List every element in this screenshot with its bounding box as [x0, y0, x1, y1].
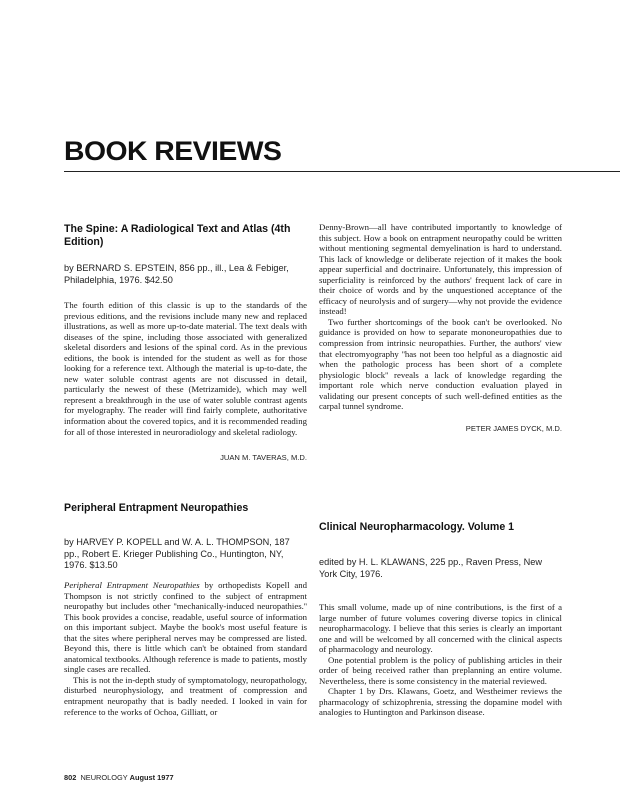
review2-book-title: Peripheral Entrapment Neuropathies	[64, 580, 200, 590]
review2-paragraph-1	[64, 580, 307, 675]
review3-paragraph-3: Chapter 1 by Drs. Klawans, Goetz, and Westheimer reviews the pharmacology of schizophrenia, stressing the dopamine model with analogies to Huntington and Parkinson disease.	[319, 686, 562, 718]
review3-paragraph-2: One potential problem is the policy of publishing articles in their order of being received rather than preplanning an entire volume. Nevertheless, there is some consistency in the material reviewed.	[319, 654, 562, 686]
review1-byline: by BERNARD S. EPSTEIN, 856 pp., ill., Lea & Febiger, Philadelphia, 1976. $42.50	[64, 263, 289, 285]
review1-paragraph: The fourth edition of this classic is up to the standards of the previous editions, and the revisions include many new and replaced illustrations, as well as more up-to-date material. The text deals with diseases of the spine, including those associated with generalized skeletal disorders and lesions of the spinal cord. As in the previous editions, the book is intended for the student as well as for those looking for a reference text. Although the material is up-to-date, the new water soluble contrast agents are not discussed in detail, particularly the newest of these (Metrizamide), which may well represent a breakthrough in the use of water soluble contrast agents for myelography. The reader will find fairly complete, authoritative information about the covered topics, and it is recommended reading for all of those interested in neuroradiology and skeletal radiology.	[64, 300, 307, 437]
review3-title: Clinical Neuropharmacology. Volume 1	[319, 521, 515, 533]
review2-paragraph-continued: Denny-Brown—all have contributed importantly to knowledge of this subject. How a book on entrapment neuropathy could be written without mentioning segmental demyelination is hard to understand. This lack of knowledge or deliberate rejection of it makes the book appear superficial and doctrinaire. Unfortunately, this impression of superficiality is reinforced by the authors' frequent lack of care in their choice of words and by the unquestioned acceptance of the efficacy of neurolysis and of surgery—why not provide the evidence instead!	[319, 222, 562, 317]
review2-body	[64, 580, 307, 717]
review1-body	[64, 300, 307, 437]
review2-byline: by HARVEY P. KOPELL and W. A. L. THOMPSON, 187 pp., Robert E. Krieger Publishing Co., Huntington, NY, 1976. $13.50	[64, 537, 290, 570]
review1-signature: JUAN M. TAVERAS, M.D.	[220, 453, 307, 462]
section-title: BOOK REVIEWS	[64, 136, 282, 166]
review3-paragraph-1: This small volume, made up of nine contributions, is the first of a large number of future volumes covering diverse topics in clinical neuropharmacology. I believe that this series is clearly an important one and will be welcomed by all concerned with the clinical aspects of pharmacology and neurology.	[319, 602, 562, 655]
review3-body	[319, 602, 562, 718]
review2-paragraph-3: Two further shortcomings of the book can't be overlooked. No guidance is provided on how to separate mononeuropathies due to compression from intrinsic neuropathies. Further, the authors' view that electromyography ''has not been too helpful as a diagnostic aid when the pathologic process has been short of a complete physiologic block'' reveals a lack of knowledge regarding the important role which nerve conduction evaluation played in validating our present concepts of such well-defined entities as the carpal tunnel syndrome.	[319, 316, 562, 412]
issue-date: August 1977	[129, 773, 174, 782]
review1-title: The Spine: A Radiological Text and Atlas (4th Edition)	[64, 223, 291, 248]
review2-intro-text: by orthopedists Kopell and Thompson is not strictly confined to the subject of entrapment neuropathy but includes other ''mechanically-induced neuropathies.'' This book provides a concise, readable, useful source of information on this important subject. Maybe the book's most useful feature is that the sites where peripheral nerves may be compressed are listed. Beyond this, there is little which can't be obtained from standard anatomical textbooks. Although reference is made to patients, mostly single cases are recalled.	[64, 580, 307, 675]
review2-title: Peripheral Entrapment Neuropathies	[64, 502, 249, 514]
review2-paragraph-2: This is not the in-depth study of symptomatology, neuropathology, disturbed neurophysiology, and treatment of compression and entrapment neuropathy that is badly needed. I looked in vain for reference to the works of Ochoa, Gilliatt, or	[64, 674, 307, 717]
review2-signature: PETER JAMES DYCK, M.D.	[465, 424, 562, 433]
journal-name: NEUROLOGY	[80, 773, 128, 782]
review3-byline: edited by H. L. KLAWANS, 225 pp., Raven Press, New York City, 1976.	[319, 557, 542, 579]
title-rule	[64, 171, 620, 172]
page-footer	[64, 773, 174, 782]
review2-continued	[319, 222, 562, 412]
page-number: 802	[64, 773, 77, 782]
